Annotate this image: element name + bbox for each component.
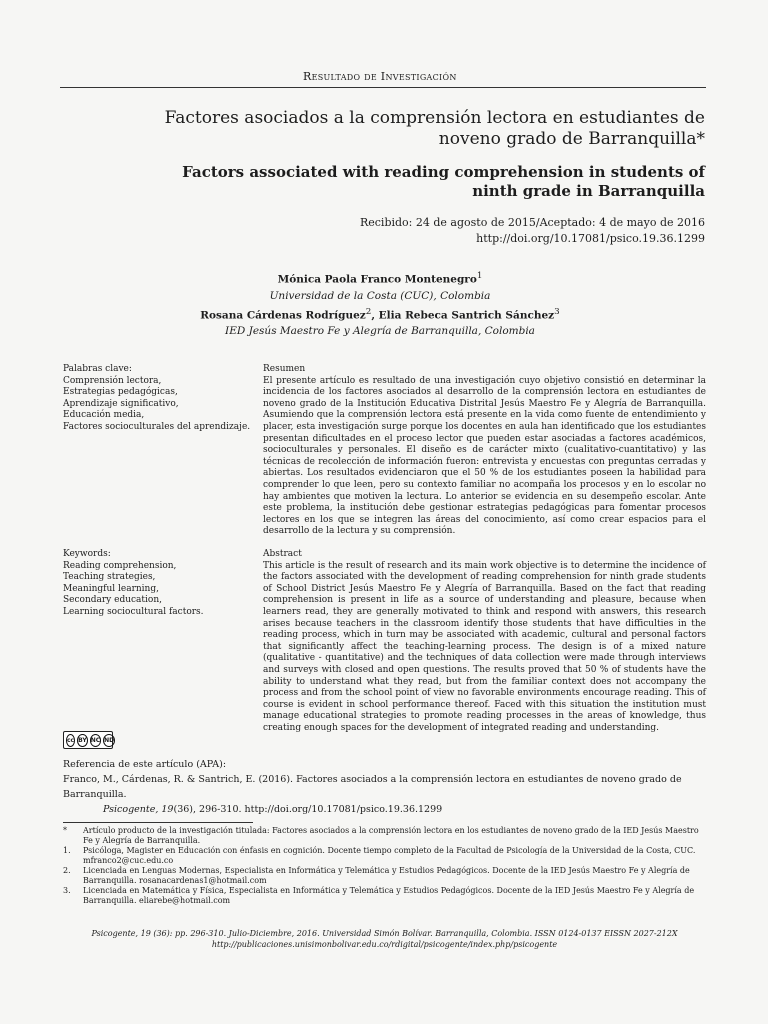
footnote-marker: 1. [63,846,71,855]
received-line: Recibido: 24 de agosto de 2015/Aceptado: 4 de mayo de 2016 [359,216,705,229]
footnotes [63,826,706,906]
authors-2-3-affiliation: IED Jesús Maestro Fe y Alegría de Barranquilla, Colombia [225,325,535,337]
abstract [263,549,706,735]
keywords-es-heading: Palabras clave: [63,364,132,374]
section-label: Resultado de Investigación [303,70,457,83]
keyword-en-item: Meaningful learning, [63,583,159,594]
nd-icon: ND [103,734,115,747]
reference-heading: Referencia de este artículo (APA): [63,759,227,770]
resumen [263,364,706,538]
top-rule [60,87,706,88]
author-3-name: Elia Rebeca Santrich Sánchez [378,309,555,321]
keyword-es-item: Aprendizaje significativo, [63,398,179,409]
footnote-rule [63,822,253,823]
received-dates [205,215,705,247]
footnote-item [63,866,706,886]
footer-url[interactable]: http://publicaciones.unisimonbolivar.edu.co/rdigital/psicogente/index.php/psicogente [211,940,558,949]
author-1-name: Mónica Paola Franco Montenegro [277,273,477,286]
authors-block: Mónica Paola Franco Montenegro$^1$ Universidad de la Costa (CUC), Colombia Rosana Cárdenas Rodríguez$^2$, Elia Rebeca Santrich Sánchez$^3$ IED Jesús Maestro Fe y Alegría de Barranquilla, Colombia [120,268,640,339]
footnote-item [63,886,706,906]
footnote-item [63,826,706,846]
abstract-heading: Abstract [263,549,302,559]
reference-line-2 [63,802,706,817]
footnote-text: Psicóloga, Magister en Educación con énfasis en cognición. Docente tiempo completo de la Facultad de Psicología de la Universidad de la Costa, CUC. mfranco2@cuc.edu.co [83,846,696,865]
keywords-es [63,364,253,433]
footer-citation: Psicogente, 19 (36): pp. 296-310. Julio-Diciembre, 2016. Universidad Simón Bolívar. Barranquilla, Colombia. ISSN 0124-0137 EISSN 2027-212X [91,929,678,938]
title-spanish: Factores asociados a la comprensión lectora en estudiantes de noveno grado de Barranquilla* [164,108,705,149]
keyword-es-item: Factores socioculturales del aprendizaje. [63,421,251,432]
keywords-en-heading: Keywords: [63,549,111,559]
abstract-text: This article is the result of research and its main work objective is to determine the incidence of the factors associated with the development of reading comprehension for ninth grade students of School District Jesús Maestro Fe y Alegría of Barranquilla. Based on the fact that reading comprehension is present in life as a source of understanding and pleasure, because when learners read, they are generally motivated to think and respond with answers, this research arises because teachers in the classroom identify those students that have difficulties in the reading process, which in turn may be associated with academic, cultural and personal factors that significantly affect the teaching-learning process. The design is of a mixed nature (qualitative - quantitative) and the techniques of data collection were made through interviews and surveys with closed and open questions. The results proved that 50 % of students have the ability to understand what they read, but from the familiar context does not accompany the process and from the school point of view no favorable environments encourage reading. This of course is evident in school performance thereof. Faced with this situation the institution must manage educational strategies to promote reading processes in the areas of knowledge, thus creating enough spaces for the development of integrated reading and understanding. [263,560,706,733]
keyword-es-item: Educación media, [63,410,145,420]
keyword-en-item: Teaching strategies, [63,572,156,582]
footnote-item [63,846,706,866]
footnote-marker: 2. [63,866,71,875]
title-english: Factors associated with reading comprehension in students of ninth grade in Barranquilla [182,163,705,200]
doi-link[interactable]: http://doi.org/10.17081/psico.19.36.1299 [476,232,705,245]
keywords-en [63,549,253,618]
reference-line-1: Franco, M., Cárdenas, R. & Santrich, E. (2016). Factores asociados a la comprensión lectora en estudiantes de noveno grado de Barranquilla. [63,774,682,800]
reference-line-2-rest[interactable]: (36), 296-310. http://doi.org/10.17081/psico.19.36.1299 [173,804,443,815]
author-1-affiliation: Universidad de la Costa (CUC), Colombia [269,289,491,302]
resumen-text: El presente artículo es resultado de una investigación cuyo objetivo consistió en determinar la incidencia de los factores asociados al desarrollo de la comprensión lectora en estudiantes de noveno grado de la Institución Educativa Distrital Jesús Maestro Fe y Alegría de Barranquilla. Asumiendo que la comprensión lectora está presente en la vida como fuente de entendimiento y placer, esta investigación surge porque los docentes en aula han identificado que los estudiantes presentan dificultades en el proceso lector que pueden estar asociadas a factores académicos, socioculturales y personales. El diseño es de carácter mixto (cualitativo-cuantitativo) y las técnicas de recolección de información fueron: entrevista y encuestas con preguntas cerradas y abiertas. Los resultados evidenciaron que el 50 % de los estudiantes poseen la habilidad para comprender lo que leen, pero su contexto familiar no acompaña los procesos y en lo escolar no hay ambientes que motiven la lectura. Lo anterior se evidencia en su desempeño escolar. Ante este problema, la institución debe gestionar estrategias pedagógicas para fomentar procesos lectores en los que se integren las áreas del conocimiento, así como crear espacios para el desarrollo de la lectura y su comprensión. [263,375,706,537]
author-2-sup: 2 [365,306,372,317]
creative-commons-icon[interactable] [63,731,113,749]
apa-reference [63,757,706,817]
footnote-marker: 3. [63,886,71,895]
cc-icon: cc [66,734,75,747]
author-1-sup: 1 [476,271,483,281]
resumen-heading: Resumen [263,364,306,374]
footnote-text: Artículo producto de la investigación titulada: Factores asociados a la comprensión lectora en los estudiantes de noveno grado de la IED Jesús Maestro Fe y Alegría de Barranquilla. [83,826,699,845]
footnote-text: Licenciada en Matemática y Física, Especialista en Informática y Telemática y Estudios Pedagógicos. Docente de la IED Jesús Maestro Fe y Alegría de Barranquilla. eliarebe@hotmail.com [83,886,695,905]
by-icon: BY [77,734,88,747]
keyword-en-item: Reading comprehension, [63,560,177,571]
reference-journal: Psicogente, 19 [103,804,174,815]
keyword-es-item: Estrategias pedagógicas, [63,387,178,397]
nc-icon: NC [90,734,101,747]
footnote-marker: * [63,826,67,835]
author-2-name: Rosana Cárdenas Rodríguez [200,309,366,321]
keyword-en-item: Secondary education, [63,595,162,605]
keyword-en-item: Learning sociocultural factors. [63,606,204,617]
page-footer [63,928,706,950]
keyword-es-item: Comprensión lectora, [63,375,162,386]
footnote-text: Licenciada en Lenguas Modernas, Especialista en Informática y Telemática y Estudios Pedagógicos. Docente de la IED Jesús Maestro Fe y Alegría de Barranquilla. rosanacardenas1@hotmail.com [83,866,690,885]
author-3-sup: 3 [554,306,560,317]
